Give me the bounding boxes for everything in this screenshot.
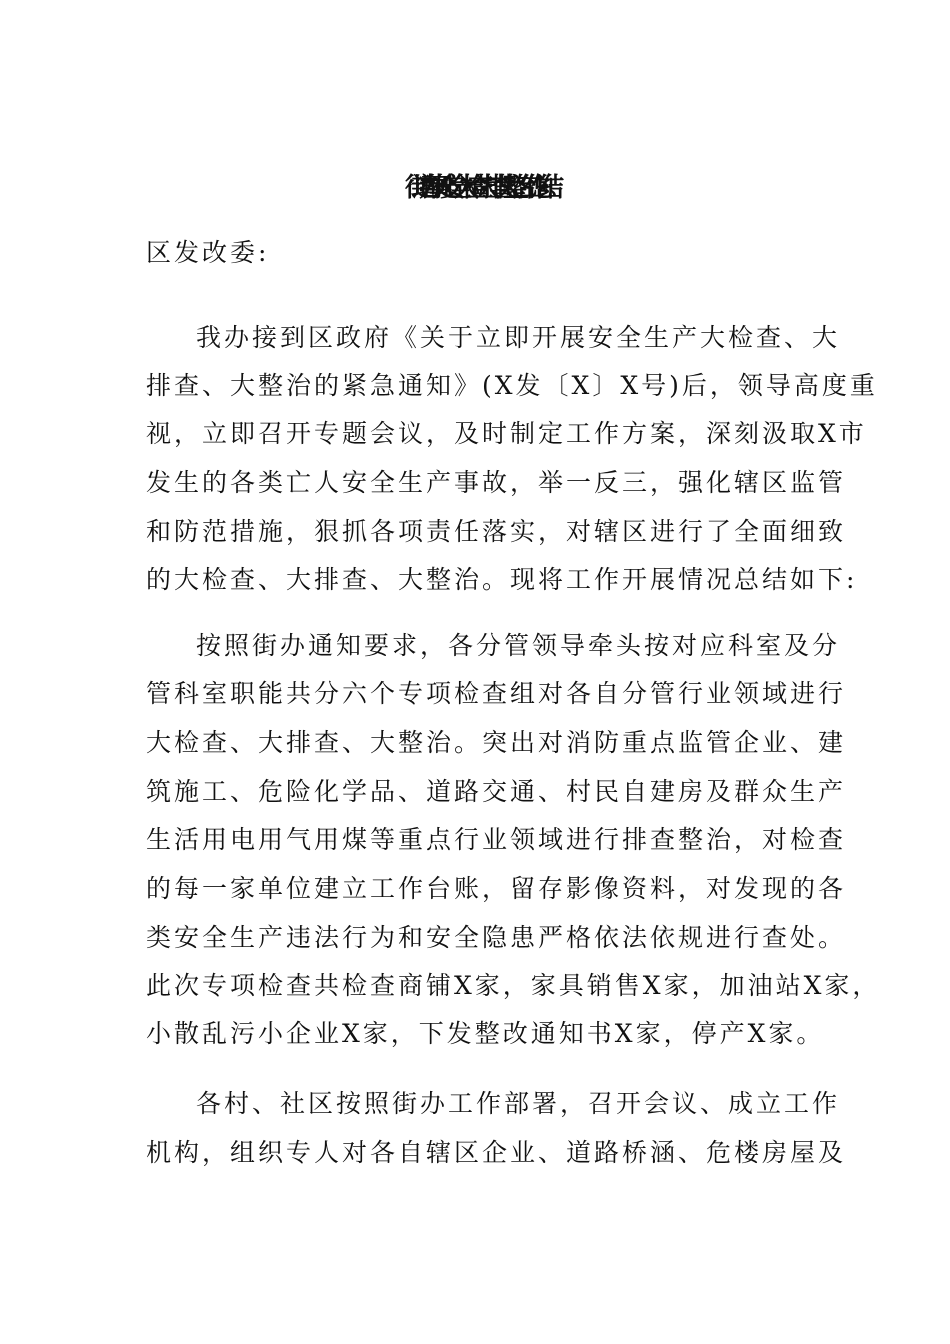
paragraph-1-line-1: 我办接到区政府《关于立即开展安全生产大检查、大	[196, 323, 841, 352]
paragraph-1-line-6: 的大检查、大排查、大整治。现将工作开展情况总结如下:	[146, 565, 858, 594]
document-title: 街道办事处安全大检查大排查大整治工作总结	[404, 173, 545, 203]
paragraph-2-line-5: 生活用电用气用煤等重点行业领域进行排查整治，对检查	[146, 825, 847, 854]
paragraph-2-line-3: 大检查、大排查、大整治。突出对消防重点监管企业、建	[146, 728, 847, 757]
paragraph-2-line-2: 管科室职能共分六个专项检查组对各自分管行业领域进行	[146, 679, 847, 708]
paragraph-1-line-5: 和防范措施，狠抓各项责任落实，对辖区进行了全面细致	[146, 517, 847, 546]
paragraph-2-line-4: 筑施工、危险化学品、道路交通、村民自建房及群众生产	[146, 777, 847, 806]
paragraph-3-line-1: 各村、社区按照街办工作部署，召开会议、成立工作	[196, 1089, 841, 1118]
paragraph-2-line-9: 小散乱污小企业X家，下发整改通知书X家，停产X家。	[146, 1019, 825, 1048]
paragraph-2-line-6: 的每一家单位建立工作台账，留存影像资料，对发现的各	[146, 874, 847, 903]
paragraph-1-line-3: 视，立即召开专题会议，及时制定工作方案，深刻汲取X市	[146, 419, 867, 448]
paragraph-1-line-2: 排查、大整治的紧急通知》(X发〔X〕X号)后，领导高度重	[146, 371, 878, 400]
paragraph-1-line-4: 发生的各类亡人安全生产事故，举一反三，强化辖区监管	[146, 468, 847, 497]
paragraph-2-line-1: 按照街办通知要求，各分管领导牵头按对应科室及分	[196, 631, 841, 660]
paragraph-2-line-8: 此次专项检查共检查商铺X家，家具销售X家，加油站X家，	[146, 971, 881, 1000]
paragraph-3-line-2: 机构，组织专人对各自辖区企业、道路桥涵、危楼房屋及	[146, 1138, 847, 1167]
salutation: 区发改委:	[146, 238, 270, 267]
paragraph-2-line-7: 类安全生产违法行为和安全隐患严格依法依规进行查处。	[146, 923, 847, 952]
